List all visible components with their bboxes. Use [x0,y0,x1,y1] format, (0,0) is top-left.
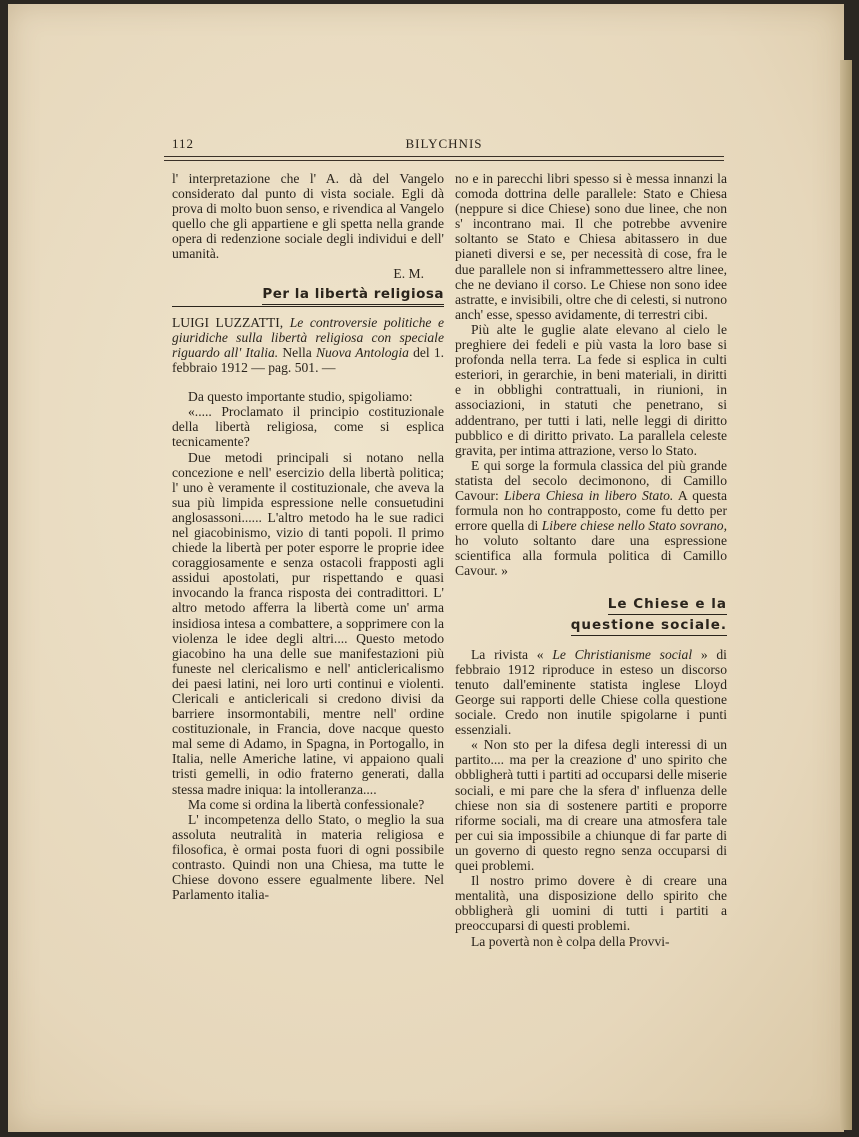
paragraph: Il nostro primo dovere è di creare una mentalità, una disposizione dello spirito che obbligherà gli uomini di tutti i partiti a preoccuparsi di questi problemi. [455,873,727,934]
text-run: » di febbraio 1912 riproduce in esteso un discorso tenuto dall'eminente statista inglese Lloyd George sui rapporti delle Chiese colla questione sociale. Credo non inutile spigolarne i punti essenziali. [455,646,727,738]
section-title-chiese-text2: questione sociale. [571,617,727,636]
right-column [455,171,727,949]
paragraph: « Non sto per la difesa degli interessi di un partito.... ma per la creazione d' uno spirito che obbligherà tutti i partiti ad occuparsi delle miserie sociali, e mi pare che la sfera d' influenza delle chiese non sia di sostenere partiti e proporre riforme sociali, ma di creare una atmosfera tale per cui sia impossibile a chiunque di far parte di un governo di questo regno senza occuparsi di quei problemi. [455,737,727,874]
header-rule-thin [164,160,724,161]
italic-run: Le Christianisme social [552,646,693,662]
header-rule-thick [164,156,724,157]
italic-run: Libere chiese nello Stato sovrano, [541,518,727,534]
biblio-pre: Nella [282,344,312,360]
section-title-chiese-line2 [455,618,727,633]
biblio-author: LUIGI LUZZATTI, [172,314,284,330]
section-title-chiese-text1: Le Chiese e la [608,596,727,615]
biblio-title: Le controversie politiche e giuridiche sulla libertà religiosa con speciale riguardo all' Italia. [172,314,444,360]
review-ending-paragraph: l' interpretazione che l' A. dà del Vangelo considerato dal punto di vista sociale. Egli dà prova di molto buon senso, e rivendica al Vangelo quello che gli appartiene e gli spetta nella grande opera di redenzione sociale degli individui e dell' umanità. [172,171,444,262]
running-head [164,136,724,158]
biblio-line [172,315,444,375]
section-title-liberta-text: Per la libertà religiosa [262,286,444,305]
paragraph-rivista [455,647,727,738]
section-rule [172,306,444,307]
section-title-chiese-line1 [455,597,727,612]
biblio-rest: del 1. febbraio 1912 — pag. 501. — [172,344,445,376]
text-run: ho voluto soltanto dare una espressione scientifica alla formula politica di Camillo Cavour. » [455,533,727,579]
section-title-liberta [172,287,444,302]
text-run: E qui sorge la formula classica del più grande statista del secolo decimonono, di Camillo Cavour: [455,457,727,503]
review-signature: E. M. [393,265,424,281]
left-column [172,171,444,902]
paragraph: Da questo importante studio, spigoliamo: [188,389,413,405]
journal-title: BILYCHNIS [405,136,483,151]
text-run: A questa formula non ho contrapposto, come fu detto per errore quella di [455,487,727,534]
paragraph: Ma come si ordina la libertà confessionale? [188,796,425,812]
paragraph: L' incompetenza dello Stato, o meglio la sua assoluta neutralità in materia religiosa e filosofica, è ormai posta fuori di ogni possibile contrasto. Quindi non una Chiesa, ma tutte le Chiese dovono essere egualmente libere. Nel Parlamento italia- [172,811,444,903]
paragraph: Due metodi principali si notano nella concezione e nell' esercizio della libertà politica; l' uno è veramente il costituzionale, che aveva la sua più limpida espressione nelle consuetudini anglosassoni...... L'altro metodo ha le sue radici nel giacobinismo, vizio di tanti popoli. Il primo chiede la libertà per poter esporre le proprie idee coraggiosamente e senza ostacoli frapposti agli assidui apostolati, pur rispettando e quasi invocando la franca risposta dei contradittori. L' altro metodo afferra la libertà come un' arma insidiosa intesa a combattere, a sopprimere con la violenza le idee degli altri.... Questo metodo giacobino ha una delle sue manifestazioni più funeste nel clericalismo e nell' anticlericalismo dei paesi latini, nei loro urti continui e violenti. Clericali e anticlericali si credono divisi da barriere insormontabili, mentre nell' ordine costituzionale, in Francia, dove nacque questo mal seme di Adamo, in Spagna, in Portogallo, in Italia, nelle Americhe latine, vi appaiono quali tristi gemelli, in odio fraterno generati, dalla stessa madre iniqua: la intolleranza.... [172,449,444,797]
paragraph: Più alte le guglie alate elevano al cielo le preghiere dei fedeli e più vasta la loro base si profonda nella terra. La fede si esplica in culti esteriori, in gerarchie, in beni materiali, in diritti e in obblighi contrattuali, in riunioni, in associazioni, in statuti che penetrano, si addentrano, per tutti i lati, nelle leggi di diritto pubblico e di diritto privato. La parallela celeste gravita, per intima attrazione, verso lo Stato. [455,321,727,458]
text-run: La rivista « [471,646,544,662]
page-number: 112 [172,136,195,151]
italic-run: Libera Chiesa in libero Stato. [504,487,674,503]
paragraph: «..... Proclamato il principio costituzionale della libertà religiosa, come si esplica tecnicamente? [172,404,444,450]
page-edge [840,60,852,1130]
bibliographic-entry [172,315,444,375]
paragraph-cavour [455,458,727,579]
biblio-journal: Nuova Antologia [315,344,409,360]
paragraph: no e in parecchi libri spesso si è messa innanzi la comoda dottrina delle parallele: Stato e Chiesa (neppure si dice Chiese) sono due linee, che non s' incontrano mai. Il che potrebbe avvenire soltanto se Stato e Chiesa abitassero in due pianeti diversi e se, per necessità di cose, fra le due parallele non si inframmettessero altre linee, che ne deviano il corso. Le Chiese non sono idee astratte, e invisibili, oltre che di celesti, si nutrono anch' esse, spesso avidamente, di terrestri cibi. [455,171,727,322]
paragraph: La povertà non è colpa della Provvi- [471,933,670,949]
